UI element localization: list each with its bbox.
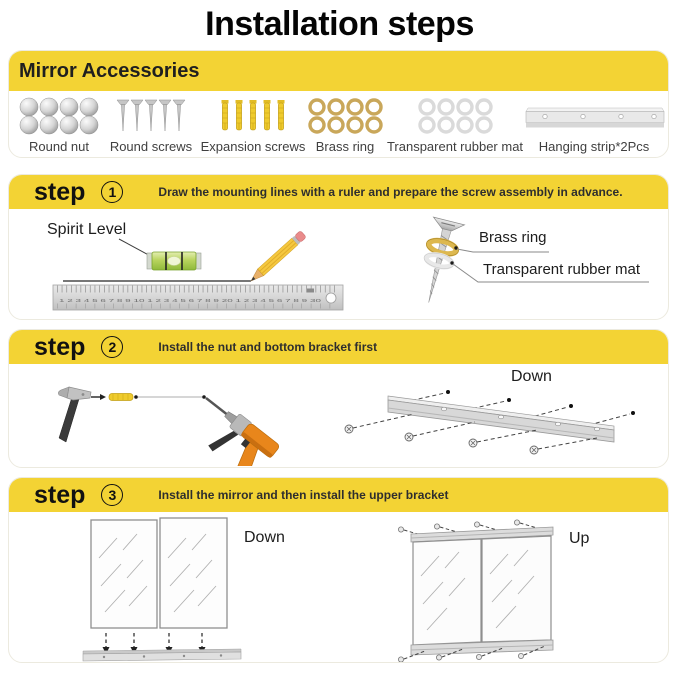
hammer-icon <box>58 387 91 442</box>
step3-card <box>8 477 669 663</box>
spirit-level-label: Spirit Level <box>47 221 127 238</box>
mirror-drop-illustration <box>69 514 331 662</box>
expansion-screws-icon <box>197 95 309 135</box>
step1-header <box>9 175 668 209</box>
rubber-mat-label: Transparent rubber mat <box>483 261 641 278</box>
brass-ring-label: Brass ring <box>479 229 547 246</box>
accessory-label: Round screws <box>109 139 193 154</box>
step3-body <box>9 512 668 662</box>
round-screws-icon <box>107 95 195 135</box>
step2-card <box>8 329 669 468</box>
step-description: Draw the mounting lines with a ruler and prepare the screw assembly in advance. <box>158 185 623 199</box>
down-label: Down <box>511 368 552 385</box>
bottom-bracket-illustration <box>339 378 661 467</box>
step1-card <box>8 174 669 320</box>
step-number-badge: 3 <box>101 484 123 506</box>
accessory-expansion-screws <box>197 95 309 154</box>
accessories-body <box>9 91 668 157</box>
ruler-numbers: 1 2 3 4 5 6 7 8 9 10 1 2 3 4 5 6 7 8 9 20 1 2 3 4 5 6 7 8 9 30 <box>59 298 322 303</box>
page-title: Installation steps <box>205 5 474 43</box>
accessory-label: Hanging strip*2Pcs <box>538 139 650 154</box>
accessory-label: Brass ring <box>315 139 375 154</box>
down-label: Down <box>244 529 285 546</box>
step-number-badge: 1 <box>101 181 123 203</box>
rubber-mat-icon <box>377 95 533 135</box>
up-label: Up <box>569 530 590 547</box>
drill-icon <box>183 391 281 466</box>
step3-header <box>9 478 668 512</box>
accessory-round-screws <box>107 95 195 154</box>
step2-body <box>9 364 668 467</box>
step-description: Install the mirror and then install the upper bracket <box>158 488 449 502</box>
step2-header <box>9 330 668 364</box>
step-number-badge: 2 <box>101 336 123 358</box>
hammer-anchor-drill-illustration <box>39 378 324 466</box>
step-word: step <box>34 481 86 509</box>
accessories-header: Mirror Accessories <box>9 51 668 91</box>
accessory-brass-ring <box>301 95 389 154</box>
accessory-round-nut <box>15 95 103 154</box>
brass-ring-icon <box>301 95 389 135</box>
step1-body <box>9 209 668 319</box>
accessory-label: Transparent rubber mat <box>386 139 524 154</box>
step-word: step <box>34 333 86 361</box>
accessory-label: Round nut <box>29 139 89 154</box>
accessories-card <box>8 50 669 158</box>
ruler-pencil-level-illustration <box>23 211 357 317</box>
accessory-label: Expansion screws <box>200 139 306 154</box>
hanging-strip-icon <box>521 95 667 135</box>
step-description: Install the nut and bottom bracket first <box>158 340 378 354</box>
accessory-rubber-mat <box>377 95 533 154</box>
anchor-icon <box>109 394 133 401</box>
step-word: step <box>34 178 86 206</box>
round-nut-icon <box>15 95 103 135</box>
accessory-hanging-strip <box>521 95 667 154</box>
